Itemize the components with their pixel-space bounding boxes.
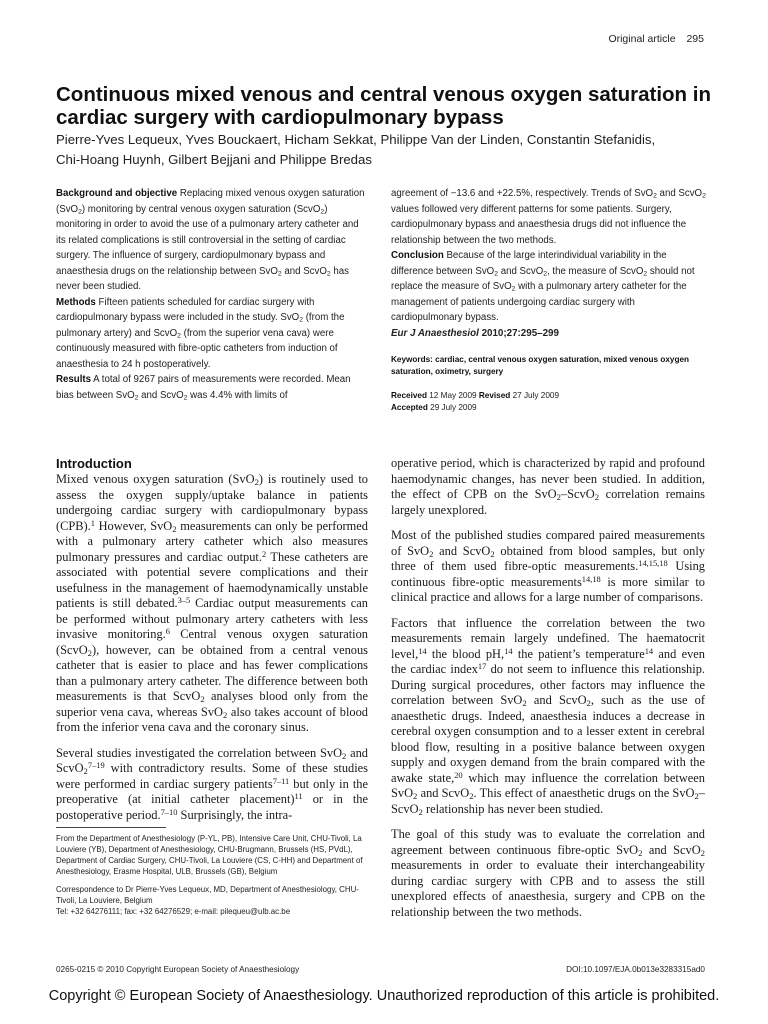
journal-reference: 2010;27:295–299 <box>481 327 559 339</box>
correspondence-contact: Tel: +32 64276111; fax: +32 64276529; e-mail: pilequeu@ulb.ac.be <box>56 907 291 916</box>
author-line-1: Pierre-Yves Lequeux, Yves Bouckaert, Hicham Sekkat, Philippe Van der Linden, Constantin Stefanidis, <box>56 132 656 147</box>
footer-doi: DOI:10.1097/EJA.0b013e3283315ad0 <box>566 965 705 974</box>
author-list <box>56 130 716 170</box>
revised-date: 27 July 2009 <box>512 391 559 400</box>
affiliations-footnote <box>56 833 370 924</box>
introduction-heading: Introduction <box>56 456 132 471</box>
abstract-results-continued: agreement of −13.6 and +22.5%, respectively. Trends of SvO$_2$ and ScvO$_2$ values followed very different patterns for some patients. Surgery, cardiopulmonary bypass and anaesthesia drugs did not influence the relationship between the two methods. <box>391 188 706 246</box>
abstract-right-column <box>391 186 709 413</box>
conclusion-heading: Conclusion <box>391 250 444 261</box>
abstract-results: Results A total of 9267 pairs of measurements were recorded. Mean bias between SvO$_2$ and ScvO$_2$ was 4.4% with limits of <box>56 374 351 402</box>
results-heading: Results <box>56 374 91 385</box>
received-label: Received <box>391 391 427 400</box>
footer-copyright: 0265-0215 © 2010 Copyright European Society of Anaesthesiology <box>56 965 300 974</box>
abstract-methods: Methods Fifteen patients scheduled for cardiac surgery with cardiopulmonary bypass were included in the study. SvO$_2$ (from the pulmonary artery) and ScvO$_2$ (from the superior vena cava) were continuously measured with fibre-optic catheters from induction of anaesthesia to 24 h postoperatively. <box>56 296 345 370</box>
footnote-divider <box>56 827 166 828</box>
keywords-list: cardiac, central venous oxygen saturation, mixed venous oxygen saturation, oximetry, surgery <box>391 355 690 376</box>
abstract-background: Background and objective Replacing mixed venous oxygen saturation (SvO$_2$) monitoring by central venous oxygen saturation (ScvO$_2$) monitoring in order to avoid the use of a pulmonary artery catheter and its related complications is still controversial in the setting of cardiac surgery. The influence of surgery, cardiopulmonary bypass and anaesthesia drugs on the relationship between SvO$_2$ and ScvO$_2$ has never been studied. <box>56 188 365 292</box>
body-paragraph-6: The goal of this study was to evaluate the correlation and agreement between continuous fibre-optic SvO$_2$ and ScvO$_2$ measurements in order to evaluate their interchangeability during cardiac surgery with CPB and to assess the still unexplored effects of anaesthesia, surgery and CPB on the relationship between the two methods. <box>391 827 705 919</box>
background-heading: Background and objective <box>56 188 178 199</box>
keywords-heading: Keywords: <box>391 355 433 364</box>
journal-citation <box>391 326 709 342</box>
body-paragraph-4: Most of the published studies compared paired measurements of SvO$_2$ and ScvO$_2$ obtained from blood samples, but only three of them used fibre-optic measurements.$^{14,15,18}$ Using continuous fibre-optic measurements$^{14,18}$ is more similar to clinical practice and allows for a large number of comparisons. <box>391 528 706 604</box>
received-date: 12 May 2009 <box>429 391 477 400</box>
body-right-column <box>391 456 705 930</box>
section-label: Original article <box>608 33 676 45</box>
article-dates <box>391 390 709 413</box>
abstract-conclusion: Conclusion Because of the large interindividual variability in the difference between SvO$_2$ and ScvO$_2$, the measure of ScvO$_2$ should not replace the measure of SvO$_2$ with a pulmonary artery catheter for the management of patients undergoing cardiac surgery with cardiopulmonary bypass. <box>391 250 695 323</box>
body-paragraph-5: Factors that influence the correlation between the two measurements remain largely undefined. The haematocrit level,$^{14}$ the blood pH,$^{14}$ the patient’s temperature$^{14}$ and even the cardiac index$^{17}$ do not seem to influence this relationship. During surgical procedures, other factors may influence the correlation between SvO$_2$ and ScvO$_2$, such as the use of anaesthetic drugs. Indeed, anaesthesia induces a decrease in cerebral oxygen consumption and to a lesser extent in cerebral blood flow, resulting in a positive balance between oxygen supply and oxygen demand from the brain compared with the awake state,$^{20}$ which may influence the correlation between SvO$_2$ and ScvO$_2$. This effect of anaesthetic drugs on the SvO$_2$–ScvO$_2$ relationship has never been studied. <box>391 615 705 817</box>
copyright-banner: Copyright © European Society of Anaesthesiology. Unauthorized reproduction of this article is prohibited. <box>48 988 720 1004</box>
methods-heading: Methods <box>56 296 96 308</box>
body-left-column <box>56 456 368 833</box>
keywords <box>391 354 709 378</box>
author-line-2: Chi-Hoang Huynh, Gilbert Bejjani and Philippe Bredas <box>56 152 372 167</box>
body-paragraph-2: Several studies investigated the correlation between SvO$_2$ and ScvO$_2^{7-19}$ with contradictory results. Some of these studies were performed in cardiac surgery patients$^{7-11}$ but only in the preoperative (at initial catheter placement)$^{11}$ or in the postoperative period.$^{7-10}$ Surprisingly, the intra- <box>56 745 369 822</box>
body-paragraph-1: Mixed venous oxygen saturation (SvO$_2$) is routinely used to assess the oxygen supply/uptake balance in patients undergoing cardiac surgery with cardiopulmonary bypass (CPB).$^1$ However, SvO$_2$ measurements can only be performed with a pulmonary artery catheter which also measures pulmonary pressures and cardiac output.$^2$ These catheters are associated with potential severe complications and their usefulness in the management of haemodynamically unstable patients is still debated.$^{3-5}$ Cardiac output measurements can be performed without pulmonary artery catheters with less invasive monitoring.$^6$ Central venous oxygen saturation (ScvO$_2$), however, can be obtained from a central venous catheter that is easier to place and has fewer complications than a pulmonary artery catheter. The difference between both measurements is that ScvO$_2$ analyses blood only from the superior vena cava, whereas SvO$_2$ also takes account of blood from the inferior vena cava and the coronary sinus. <box>56 472 369 734</box>
abstract-left-column <box>56 186 368 403</box>
article-title: Continuous mixed venous and central venous oxygen saturation in cardiac surgery with cardiopulmonary bypass <box>56 83 711 129</box>
accepted-date: 29 July 2009 <box>430 402 477 412</box>
accepted-label: Accepted <box>391 402 428 412</box>
correspondence-text <box>56 884 370 917</box>
body-paragraph-3: operative period, which is characterized by rapid and profound haemodynamic changes, has never been studied. In addition, the effect of CPB on the SvO$_2$–ScvO$_2$ correlation remains largely unexplored. <box>391 456 705 517</box>
running-head <box>608 33 704 45</box>
page-number: 295 <box>686 33 704 45</box>
correspondence-address: Correspondence to Dr Pierre-Yves Lequeux, MD, Department of Anesthesiology, CHU-Tivoli, La Louviere, Belgium <box>56 885 359 905</box>
revised-label: Revised <box>478 391 511 400</box>
journal-name: Eur J Anaesthesiol <box>391 327 479 339</box>
affiliation-text: From the Department of Anesthesiology (P-YL, PB), Intensive Care Unit, CHU-Tivoli, La Louviere (YB), Department of Anesthesiology, CHU-Brugmann, Brussels (HS, PVdL), Department of Cardiac Surgery, CHU-Tivoli, La Louviere (CS, C-HH) and Department of Anesthesiology, Erasme Hospital, ULB, Brussels (GB), Belgium <box>56 834 363 876</box>
